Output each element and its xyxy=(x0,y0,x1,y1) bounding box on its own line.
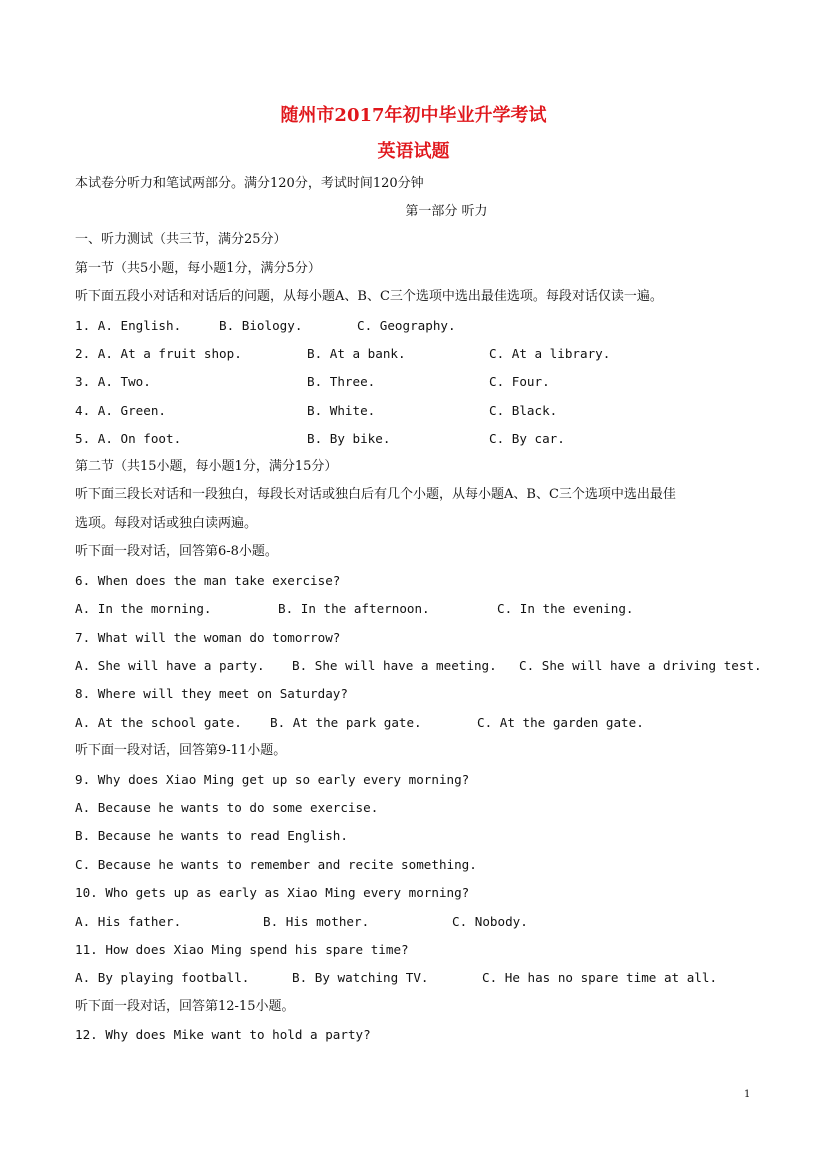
q11-option-c: C. He has no spare time at all. xyxy=(482,970,718,985)
exam-title: 随州市2017年初中毕业升学考试 xyxy=(280,105,547,126)
q3-option-c: C. Four. xyxy=(489,374,550,389)
q3-option-b: B. Three. xyxy=(307,374,376,389)
question-6: 6. When does the man take exercise? xyxy=(75,573,341,588)
question-12: 12. Why does Mike want to hold a party? xyxy=(75,1027,371,1042)
q3-option-a: 3. A. Two. xyxy=(75,374,151,389)
q4-option-a: 4. A. Green. xyxy=(75,403,166,418)
question-9: 9. Why does Xiao Ming get up so early every morning? xyxy=(75,772,470,787)
q9-option-a: A. Because he wants to do some exercise. xyxy=(75,800,379,815)
q11-option-b: B. By watching TV. xyxy=(292,970,429,985)
q7-option-b: B. She will have a meeting. xyxy=(292,658,497,673)
page-number: 1 xyxy=(744,1089,751,1100)
q1-option-b: B. Biology. xyxy=(219,318,303,333)
q4-option-c: C. Black. xyxy=(489,403,558,418)
q5-option-c: C. By car. xyxy=(489,431,565,446)
intro-text: 本试卷分听力和笔试两部分。满分120分，考试时间120分钟 xyxy=(75,176,424,191)
q5-option-b: B. By bike. xyxy=(307,431,391,446)
q2-option-b: B. At a bank. xyxy=(307,346,406,361)
question-11: 11. How does Xiao Ming spend his spare time? xyxy=(75,942,409,957)
q7-option-a: A. She will have a party. xyxy=(75,658,265,673)
q1-option-a: 1. A. English. xyxy=(75,318,182,333)
section2-heading: 第二节（共15小题，每小题1分，满分15分） xyxy=(75,459,338,474)
q1-option-c: C. Geography. xyxy=(357,318,456,333)
section1-instruction: 听下面五段小对话和对话后的问题，从每小题A、B、C三个选项中选出最佳选项。每段对话仅读一遍。 xyxy=(75,289,663,304)
q8-option-a: A. At the school gate. xyxy=(75,715,242,730)
q9-option-c: C. Because he wants to remember and recite something. xyxy=(75,857,477,872)
question-7: 7. What will the woman do tomorrow? xyxy=(75,630,341,645)
dialog-intro-6-8: 听下面一段对话，回答第6-8小题。 xyxy=(75,544,278,559)
section-heading: 一、听力测试（共三节，满分25分） xyxy=(75,232,287,247)
question-8: 8. Where will they meet on Saturday? xyxy=(75,686,348,701)
q5-option-a: 5. A. On foot. xyxy=(75,431,182,446)
q2-option-c: C. At a library. xyxy=(489,346,611,361)
dialog-intro-12-15: 听下面一段对话，回答第12-15小题。 xyxy=(75,999,295,1014)
section2-instruction-line2: 选项。每段对话或独白读两遍。 xyxy=(75,516,258,531)
q8-option-b: B. At the park gate. xyxy=(270,715,422,730)
q6-option-b: B. In the afternoon. xyxy=(278,601,430,616)
q8-option-c: C. At the garden gate. xyxy=(477,715,644,730)
q4-option-b: B. White. xyxy=(307,403,376,418)
q10-option-b: B. His mother. xyxy=(263,914,370,929)
dialog-intro-9-11: 听下面一段对话，回答第9-11小题。 xyxy=(75,743,287,758)
q2-option-a: 2. A. At a fruit shop. xyxy=(75,346,242,361)
q7-option-c: C. She will have a driving test. xyxy=(519,658,762,673)
q10-option-a: A. His father. xyxy=(75,914,182,929)
part-heading: 第一部分 听力 xyxy=(405,204,488,219)
q11-option-a: A. By playing football. xyxy=(75,970,250,985)
q9-option-b: B. Because he wants to read English. xyxy=(75,828,348,843)
question-10: 10. Who gets up as early as Xiao Ming every morning? xyxy=(75,885,470,900)
q10-option-c: C. Nobody. xyxy=(452,914,528,929)
section1-heading: 第一节（共5小题，每小题1分，满分5分） xyxy=(75,261,321,276)
section2-instruction-line1: 听下面三段长对话和一段独白，每段长对话或独白后有几个小题，从每小题A、B、C三个选项中选出最佳 xyxy=(75,487,676,502)
q6-option-a: A. In the morning. xyxy=(75,601,212,616)
q6-option-c: C. In the evening. xyxy=(497,601,634,616)
exam-subtitle: 英语试题 xyxy=(377,141,450,162)
